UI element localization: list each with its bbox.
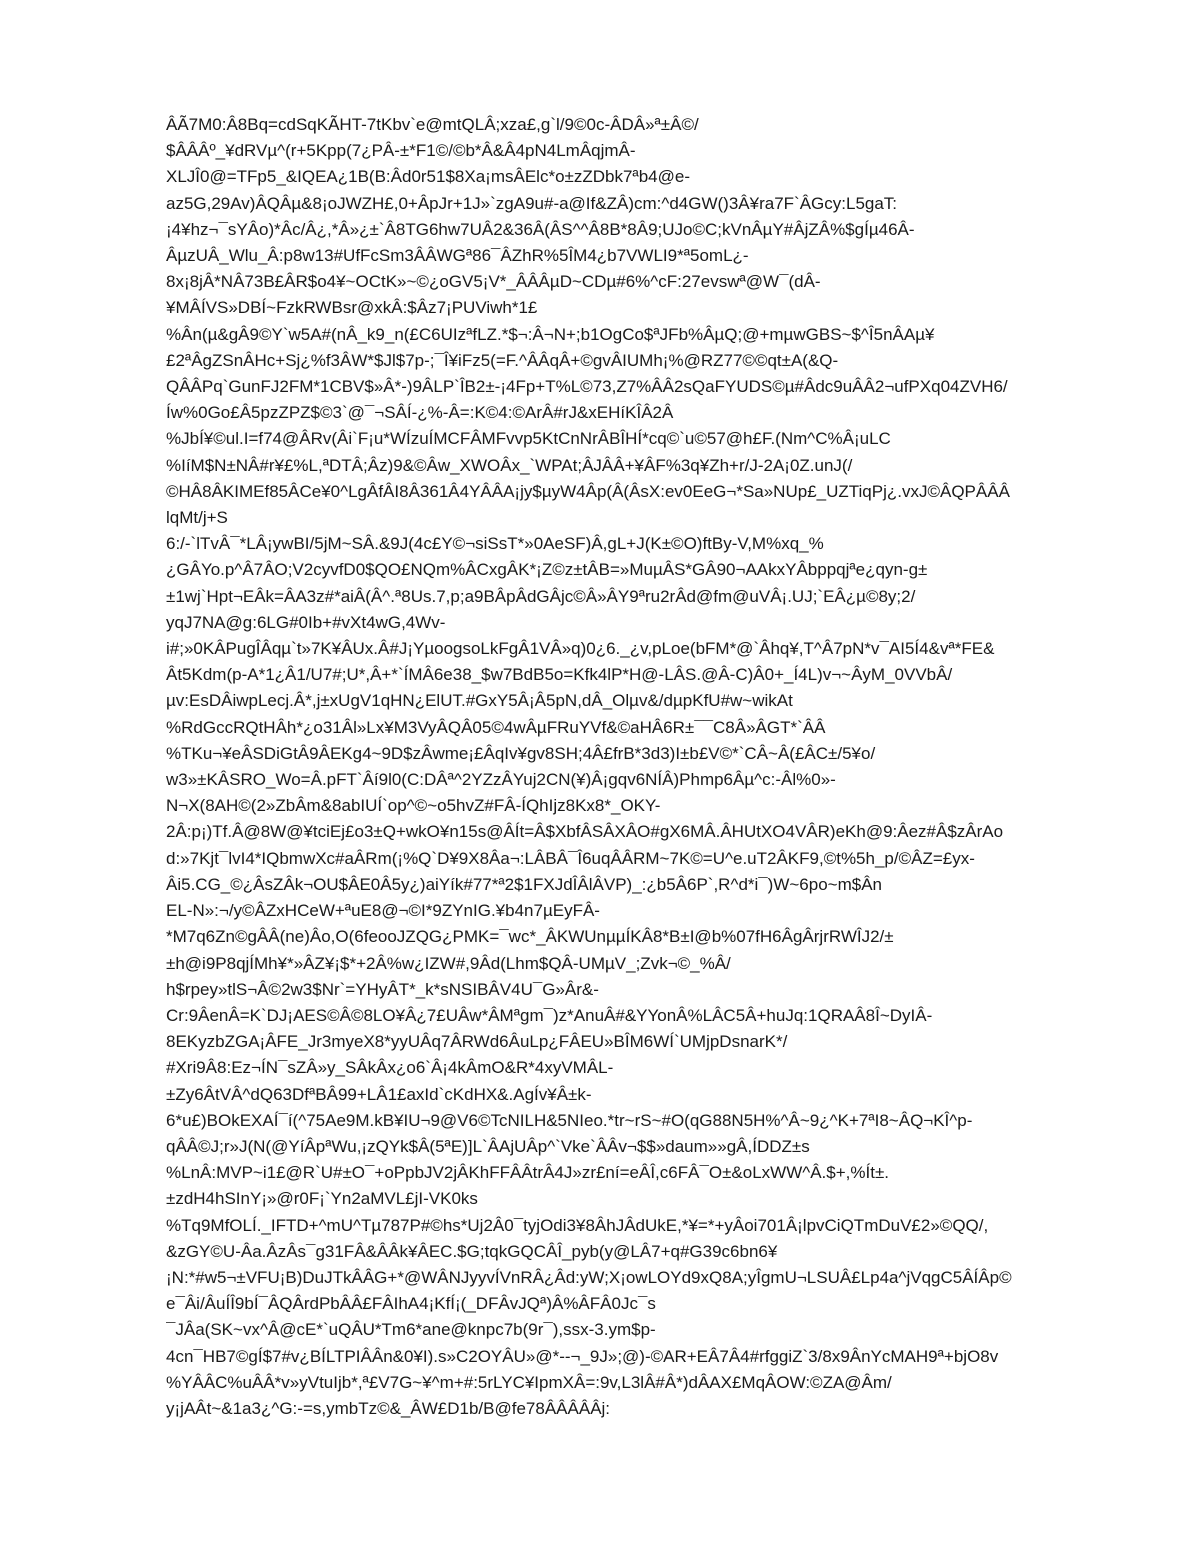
text-line: %JbÍ¥©ul.I=f74@ÂRv(Âi`F¡u*WÍzuÍMCFÂMFvvp5KtCnNrÂBÎHÍ*cq©`u©57@h£F.(Nm^C%Â¡uLC — [166, 429, 891, 449]
text-line: ±zdH4hSInY¡»@r0F¡`Yn2aMVL£jI-VK0ks — [166, 1189, 478, 1209]
text-line: qÂÂ©J;r»J(N(@YíÂpªWu,¡zQYk$Â(5ªE)]L`ÂAjUÂp^`Vke`ÂÂv¬$$»daum»»gÂ,ÍDDZ±s — [166, 1136, 810, 1156]
text-line: ¡N:*#w5¬±VFU¡B)DuJTkÂÂG+*@WÂNJyyvÍVnRÂ¿Âd:yW;X¡owLOYd9xQ8A;yÎgmU¬LSUÂ£Lp4a^jVqgC5ÂÍÂp© — [166, 1267, 1012, 1287]
text-line: XLJÎ0@=TFp5_&IQEA¿1B(B:Âd0r51$8Xa¡msÂElc*o±zZDbk7ªb4@e- — [166, 167, 690, 187]
text-line: i#;»0KÂPugÎÂqµ`t»7K¥ÂUx.Â#J¡YµoogsoLkFgÂ1VÂ»q)0¿6._¿v,pLoe(bFM*@`Âhq¥,T^Â7pN*v¯AI5Í4&vª*FE& — [166, 639, 995, 659]
text-line: %Tq9MfOLÍ._IFTD+^mU^Tµ787P#©hs*Uj2Â0¯tyjOdi3¥8ÂhJÂdUkE,*¥=*+yÂoi701Â¡lpvCiQTmDuV£2»©QQ/, — [166, 1215, 989, 1235]
text-line: 2Â:p¡)Tf.Â@8W@¥tciEj£o3±Q+wkO¥n15s@ÂÍt=Â$XbfÂSÂXÂO#gX6MÂ.ÂHUtXO4VÂR)eKh@9:Âez#Â$zÂrAo — [166, 822, 1004, 842]
text-line: $ÂÂÂº_¥dRVµ^(r+5Kpp(7¿PÂ-±*F1©/©b*Â&Â4pN4LmÂqjmÂ- — [166, 141, 636, 161]
document-body-text — [166, 112, 1126, 1422]
text-line: Âi5.CG_©¿ÂsZÂk¬OU$ÂE0Â5y¿)aiYík#77*ª2$1FXJdÎÂlÂVP)_:¿b5Â6P`,R^d*i¯)W~6po~m$Ân — [166, 874, 883, 894]
text-line: %RdGccRQtHÂh*¿o31Âl»Lx¥M3VyÂQÂ05©4wÂµFRuYVf&©aHÂ6R±¯¯C8Â»ÂGT*`ÂÂ — [166, 717, 826, 737]
text-line: 4cn¯HB7©gÍ$7#v¿BÍLTPIÂÂn&0¥I).s»C2OYÂU»@*--¬_9J»;@)-©AR+EÂ7Â4#rfggiZ`3/8x9ÂnYcMAH9ª+bjO8v — [166, 1346, 999, 1366]
text-line: ÂÃ7M0:Â8Bq=cdSqKÃHT-7tKbv`e@mtQLÂ;xza£,g`l/9©0c-ÂDÂ»ª±Â©/ — [166, 115, 699, 134]
text-line: lqMt/j+S — [166, 508, 228, 528]
text-line: d:»7Kjt¯lvI4*IQbmwXc#aÂRm(¡%Q`D¥9X8Âa¬:LÂBÂ¯Î6uqÂÂRM~7K©=U^e.uT2ÂKF9,©t%5h_p/©ÂZ=£yx- — [166, 848, 975, 868]
text-line: 8EKyzbZGA¡ÂFE_Jr3myeX8*yyUÂq7ÂRWd6ÂuLp¿FÂEU»BÎM6WÍ`UMjpDsnarK*/ — [166, 1032, 788, 1052]
text-line: µv:EsDÂiwpLecj.Â*,j±xUgV1qHN¿ElUT.#GxY5Â¡Â5pN,dÂ_Olµv&/dµpKfU#w~wikAt — [166, 691, 793, 711]
text-line: %YÂÂC%uÂÂ*v»yVtuIjb*,ª£V7G~¥^m+#:5rLYC¥IpmXÂ=:9v,L3lÂ#Â*)dÂAX£MqÂOW:©ZA@Âm/ — [166, 1372, 892, 1392]
text-line: ¿GÂYo.p^Â7ÂO;V2cyvfD0$QO£NQm%ÂCxgÂK*¡Z©z±tÂB=»MuµÂS*GÂ90¬AAkxYÂbppqjªe¿qyn-g± — [166, 560, 928, 580]
text-line: yqJ7NA@g:6LG#0Ib+#vXt4wG,4Wv- — [166, 612, 446, 632]
text-line: N¬X(8AH©(2»ZbÂm&8abIUÍ`op^©~o5hvZ#FÂ-ÍQhIjz8Kx8*_OKY- — [166, 796, 661, 816]
text-line: *M7q6Zn©gÂÂ(ne)Âo,O(6feooJZQG¿PMK=¯wc*_ÂKWUnµµÍKÂ8*B±I@b%07fH6ÂgÂrjrRWÎJ2/± — [166, 927, 894, 947]
text-line: h$rpey»tlS¬Â©2w3$Nr`=YHyÂT*_k*sNSIBÂV4U¯G»Âr&- — [166, 979, 599, 999]
text-line: ÂµzUÂ_Wlu_Â:p8w13#UfFcSm3ÂÂWGª86¯ÂZhR%5ÎM4¿b7VWLI9*ª5omL¿- — [166, 246, 749, 266]
text-line: ¥MÂÍVS»DBÍ~FzkRWBsr@xkÂ:$Âz7¡PUViwh*1£ — [166, 298, 538, 318]
text-line: Ât5Kdm(p-A*1¿Â1/U7#;U*,Â+*`ÍMÂ6e38_$w7BdB5o=Kfk4lP*H@-LÂS.@Â-C)Â0+_Í4L)v¬~ÂyM_0VVbÂ/ — [166, 665, 953, 685]
text-line: ¯JÂa(SK~vx^Â@cE*`uQÂU*Tm6*ane@knpc7b(9r¯),ssx-3.ym$p- — [166, 1320, 656, 1340]
text-line: w3»±KÂSRO_Wo=Â.pFT`Âí9l0(C:DÂª^2YZzÂYuj2CN(¥)Â¡gqv6NÍÂ)Phmp6Âµ^c:-Âl%0»- — [166, 770, 836, 790]
text-line: %LnÂ:MVP~i1£@R`U#±O¯+oPpbJV2jÂKhFFÂÂtrÂ4J»zr£ní=eÂÎ,c6FÂ¯O±&oLxWW^Â.$+,%Ít±. — [166, 1163, 889, 1183]
text-line: QÂÂPq`GunFJ2FM*1CBV$»Â*-)9ÂLP`ÎB2±-¡4Fp+T%L©73,Z7%ÂÂ2sQaFYUDS©µ#Âdc9uÂÂ2¬ufPXq04ZVH6/ — [166, 377, 1008, 397]
text-line: EL-N»:¬/y©ÂZxHCeW+ªuE8@¬©I*9ZYnIG.¥b4n7µEyFÂ- — [166, 901, 600, 921]
text-line: &zGY©U-Âa.ÂzÂs¯g31FÂ&ÂÂk¥ÂEC.$G;tqkGQCÂÎ_pyb(y@LÂ7+q#G39c6bn6¥ — [166, 1241, 778, 1261]
text-line: e¯Âi/ÂuÍÎ9bÍ¯ÂQÂrdPbÂÂ£FÂIhA4¡KfÍ¡(_DFÂvJQª)Â%ÂFÂ0Jc¯s — [166, 1294, 656, 1314]
text-line: az5G,29Av)ÂQÂµ&8¡oJWZH£,0+ÂpJr+1J»`zgA9u#-a@If&ZÂ)cm:^d4GW()3Â¥ra7F`ÂGcy:L5gaT: — [166, 193, 898, 213]
text-line: ±Zy6ÂtVÂ^dQ63DfªBÂ99+LÂ1£axId`cKdHX&.AgÍv¥Â±k- — [166, 1084, 592, 1104]
text-line: %TKu¬¥eÂSDiGtÂ9ÂEKg4~9D$zÂwme¡£ÂqIv¥gv8SH;4Â£frB*3d3)I±b£V©*`CÂ~Â(£ÂC±/5¥o/ — [166, 743, 876, 763]
text-line: %IíM$N±NÂ#r¥£%L,ªDTÂ;Âz)9&©Âw_XWOÂx_`WPAt;ÂJÂÂ+¥ÂF%3q¥Zh+r/J-2A¡0Z.unJ(/ — [166, 455, 853, 475]
text-line: 6*u£)BOkEXAÍ¯í(^75Ae9M.kB¥IU¬9@V6©TcNILH&5NIeo.*tr~rS~#O(qG88N5H%^Â~9¿^K+7ªI8~ÂQ¬KÎ^p- — [166, 1110, 973, 1130]
text-line: Íw%0Go£Â5pzZPZ$©3`@¯¬SÂÍ-¿%-Â=:K©4:©ArÂ#rJ&xEHíKÎÂ2Â — [166, 403, 674, 423]
text-line: ¡4¥hz¬¯sYÂo)*Âc/Â¿,*Â»¿±`Â8TG6hw7UÂ2&36Â(ÂS^^Â8B*8Â9;UJo©C;kVnÂµY#ÂjZÂ%$gÍµ46Â- — [166, 219, 915, 239]
text-line: ±h@i9P8qjÍMh¥*»ÂZ¥¡$*+2Â%w¿IZW#,9Âd(Lhm$QÂ-UMµV_;Zvk¬©_%Â/ — [166, 953, 731, 973]
text-line: y¡jAÂt~&1a3¿^G:-=s,ymbTz©&_ÂW£D1b/B@fe78ÂÂÂÂÂj: — [166, 1398, 611, 1418]
text-line: ©HÂ8ÂKIMEf85ÂCe¥0^LgÂfÂI8Â361Â4YÂÂA¡jy$µyW4Âp(Â(ÂsX:ev0EeG¬*Sa»NUp£_UZTiqPj¿.vxJ©ÂQPÂÂÂ — [166, 481, 1010, 501]
text-line: %Ân(µ&gÂ9©Y`w5A#(nÂ_k9_n(£C6UIzªfLZ.*$¬:Â¬N+;b1OgCo$ªJFb%ÂµQ;@+mµwGBS~$^Î5nÂAµ¥ — [166, 324, 935, 344]
text-line: #Xri9Â8:Ez¬ÍN¯sZÂ»y_SÂkÂx¿o6`Â¡4kÂmO&R*4xyVMÂL- — [166, 1058, 614, 1078]
text-line: Cr:9ÂenÂ=K`DJ¡AES©Â©8LO¥Â¿7£UÂw*ÂMªgm¯)z*AnuÂ#&YYonÂ%LÂC5Â+huJq:1QRAÂ8Î~DyIÂ- — [166, 1005, 933, 1025]
text-line: ±1wj`Hpt¬EÂk=ÂA3z#*aiÂ(Â^.ª8Us.7,p;a9BÂpÂdGÂjc©Â»ÂY9ªru2rÂd@fm@uVÂ¡.UJ;`EÂ¿µ©8y;2/ — [166, 586, 916, 606]
text-line: 8x¡8jÂ*NÂ73B£ÂR$o4¥~OCtK»~©¿oGV5¡V*_ÂÂÂµD~CDµ#6%^cF:27evswª@W¯(dÂ- — [166, 272, 821, 292]
text-line: 6:/-`lTvÂ¯*LÂ¡ywBI/5jM~SÂ.&9J(4c£Y©¬siSsT*»0AeSF)Â,gL+J(K±©O)ftBy-V,M%xq_% — [166, 534, 824, 554]
text-line: £2ªÂgZSnÂHc+Sj¿%f3ÂW*$Jl$7p-;¯Î¥iFz5(=F.^ÂÂqÂ+©gvÂIUMh¡%@RZ77©©qt±A(&Q- — [166, 350, 839, 370]
